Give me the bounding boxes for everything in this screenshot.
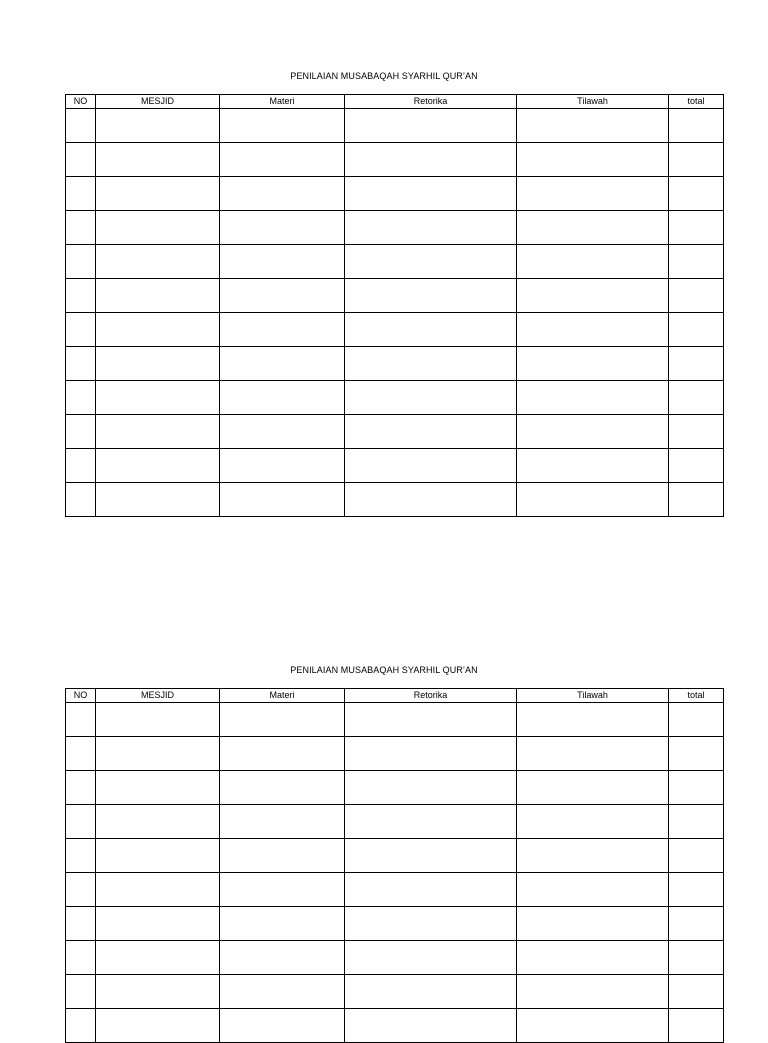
retorika-cell — [345, 347, 517, 381]
retorika-cell — [345, 975, 517, 1009]
tilawah-cell — [517, 975, 669, 1009]
tilawah-cell — [517, 449, 669, 483]
no-cell — [66, 839, 96, 873]
mesjid-cell — [96, 415, 220, 449]
no-cell — [66, 873, 96, 907]
materi-cell — [220, 211, 345, 245]
mesjid-cell — [96, 737, 220, 771]
mesjid-cell — [96, 381, 220, 415]
no-cell — [66, 703, 96, 737]
total-cell — [669, 109, 724, 143]
materi-cell — [220, 873, 345, 907]
column-header-retorika: Retorika — [345, 95, 517, 109]
retorika-cell — [345, 143, 517, 177]
total-cell — [669, 805, 724, 839]
no-cell — [66, 941, 96, 975]
tilawah-cell — [517, 279, 669, 313]
materi-cell — [220, 245, 345, 279]
no-cell — [66, 109, 96, 143]
tilawah-cell — [517, 245, 669, 279]
materi-cell — [220, 975, 345, 1009]
column-header-no: NO — [66, 689, 96, 703]
column-header-mesjid: MESJID — [96, 689, 220, 703]
no-cell — [66, 771, 96, 805]
table-row — [66, 415, 724, 449]
mesjid-cell — [96, 873, 220, 907]
column-header-tilawah: Tilawah — [517, 689, 669, 703]
tilawah-cell — [517, 415, 669, 449]
mesjid-cell — [96, 449, 220, 483]
total-cell — [669, 1009, 724, 1043]
tilawah-cell — [517, 703, 669, 737]
table-row — [66, 279, 724, 313]
table-row — [66, 975, 724, 1009]
materi-cell — [220, 381, 345, 415]
materi-cell — [220, 109, 345, 143]
retorika-cell — [345, 873, 517, 907]
materi-cell — [220, 177, 345, 211]
total-cell — [669, 313, 724, 347]
total-cell — [669, 347, 724, 381]
retorika-cell — [345, 177, 517, 211]
total-cell — [669, 381, 724, 415]
retorika-cell — [345, 1009, 517, 1043]
tilawah-cell — [517, 483, 669, 517]
total-cell — [669, 211, 724, 245]
mesjid-cell — [96, 109, 220, 143]
mesjid-cell — [96, 907, 220, 941]
mesjid-cell — [96, 975, 220, 1009]
table-row — [66, 381, 724, 415]
no-cell — [66, 975, 96, 1009]
no-cell — [66, 907, 96, 941]
materi-cell — [220, 449, 345, 483]
form-title: PENILAIAN MUSABAQAH SYARHIL QUR’AN — [290, 665, 478, 675]
form-title: PENILAIAN MUSABAQAH SYARHIL QUR’AN — [290, 71, 478, 81]
materi-cell — [220, 415, 345, 449]
table-row — [66, 1009, 724, 1043]
total-cell — [669, 245, 724, 279]
retorika-cell — [345, 941, 517, 975]
table-body — [66, 703, 724, 1043]
retorika-cell — [345, 245, 517, 279]
retorika-cell — [345, 313, 517, 347]
no-cell — [66, 737, 96, 771]
score-table — [65, 94, 724, 517]
no-cell — [66, 483, 96, 517]
total-cell — [669, 941, 724, 975]
retorika-cell — [345, 703, 517, 737]
retorika-cell — [345, 415, 517, 449]
retorika-cell — [345, 907, 517, 941]
no-cell — [66, 415, 96, 449]
table-row — [66, 143, 724, 177]
mesjid-cell — [96, 313, 220, 347]
no-cell — [66, 211, 96, 245]
header-row — [66, 95, 724, 109]
column-header-no: NO — [66, 95, 96, 109]
column-header-total: total — [669, 689, 724, 703]
materi-cell — [220, 483, 345, 517]
total-cell — [669, 143, 724, 177]
table-row — [66, 907, 724, 941]
materi-cell — [220, 279, 345, 313]
retorika-cell — [345, 483, 517, 517]
no-cell — [66, 449, 96, 483]
total-cell — [669, 703, 724, 737]
mesjid-cell — [96, 347, 220, 381]
retorika-cell — [345, 109, 517, 143]
materi-cell — [220, 839, 345, 873]
mesjid-cell — [96, 483, 220, 517]
no-cell — [66, 1009, 96, 1043]
tilawah-cell — [517, 737, 669, 771]
tilawah-cell — [517, 143, 669, 177]
total-cell — [669, 771, 724, 805]
retorika-cell — [345, 449, 517, 483]
retorika-cell — [345, 211, 517, 245]
total-cell — [669, 449, 724, 483]
materi-cell — [220, 347, 345, 381]
mesjid-cell — [96, 177, 220, 211]
tilawah-cell — [517, 907, 669, 941]
total-cell — [669, 415, 724, 449]
tilawah-cell — [517, 177, 669, 211]
materi-cell — [220, 907, 345, 941]
tilawah-cell — [517, 941, 669, 975]
tilawah-cell — [517, 313, 669, 347]
total-cell — [669, 483, 724, 517]
mesjid-cell — [96, 839, 220, 873]
table-row — [66, 703, 724, 737]
no-cell — [66, 381, 96, 415]
no-cell — [66, 143, 96, 177]
materi-cell — [220, 771, 345, 805]
tilawah-cell — [517, 211, 669, 245]
table-row — [66, 245, 724, 279]
table-row — [66, 771, 724, 805]
retorika-cell — [345, 839, 517, 873]
table-row — [66, 805, 724, 839]
table-row — [66, 313, 724, 347]
tilawah-cell — [517, 873, 669, 907]
table-row — [66, 737, 724, 771]
no-cell — [66, 245, 96, 279]
materi-cell — [220, 941, 345, 975]
table-row — [66, 211, 724, 245]
no-cell — [66, 347, 96, 381]
mesjid-cell — [96, 703, 220, 737]
table-row — [66, 347, 724, 381]
tilawah-cell — [517, 771, 669, 805]
tilawah-cell — [517, 839, 669, 873]
materi-cell — [220, 737, 345, 771]
tilawah-cell — [517, 109, 669, 143]
tilawah-cell — [517, 347, 669, 381]
materi-cell — [220, 143, 345, 177]
tilawah-cell — [517, 1009, 669, 1043]
mesjid-cell — [96, 279, 220, 313]
column-header-materi: Materi — [220, 95, 345, 109]
retorika-cell — [345, 771, 517, 805]
table-row — [66, 873, 724, 907]
column-header-materi: Materi — [220, 689, 345, 703]
total-cell — [669, 737, 724, 771]
table-body — [66, 109, 724, 517]
mesjid-cell — [96, 143, 220, 177]
materi-cell — [220, 313, 345, 347]
table-row — [66, 177, 724, 211]
total-cell — [669, 177, 724, 211]
score-table — [65, 688, 724, 1043]
retorika-cell — [345, 381, 517, 415]
total-cell — [669, 279, 724, 313]
mesjid-cell — [96, 245, 220, 279]
materi-cell — [220, 703, 345, 737]
table-row — [66, 941, 724, 975]
retorika-cell — [345, 279, 517, 313]
no-cell — [66, 805, 96, 839]
table-row — [66, 109, 724, 143]
header-row — [66, 689, 724, 703]
total-cell — [669, 839, 724, 873]
mesjid-cell — [96, 1009, 220, 1043]
column-header-tilawah: Tilawah — [517, 95, 669, 109]
materi-cell — [220, 1009, 345, 1043]
column-header-mesjid: MESJID — [96, 95, 220, 109]
column-header-total: total — [669, 95, 724, 109]
tilawah-cell — [517, 805, 669, 839]
mesjid-cell — [96, 805, 220, 839]
tilawah-cell — [517, 381, 669, 415]
mesjid-cell — [96, 771, 220, 805]
mesjid-cell — [96, 211, 220, 245]
total-cell — [669, 975, 724, 1009]
no-cell — [66, 177, 96, 211]
total-cell — [669, 873, 724, 907]
total-cell — [669, 907, 724, 941]
materi-cell — [220, 805, 345, 839]
no-cell — [66, 279, 96, 313]
mesjid-cell — [96, 941, 220, 975]
no-cell — [66, 313, 96, 347]
retorika-cell — [345, 805, 517, 839]
column-header-retorika: Retorika — [345, 689, 517, 703]
retorika-cell — [345, 737, 517, 771]
table-row — [66, 449, 724, 483]
table-row — [66, 483, 724, 517]
table-row — [66, 839, 724, 873]
